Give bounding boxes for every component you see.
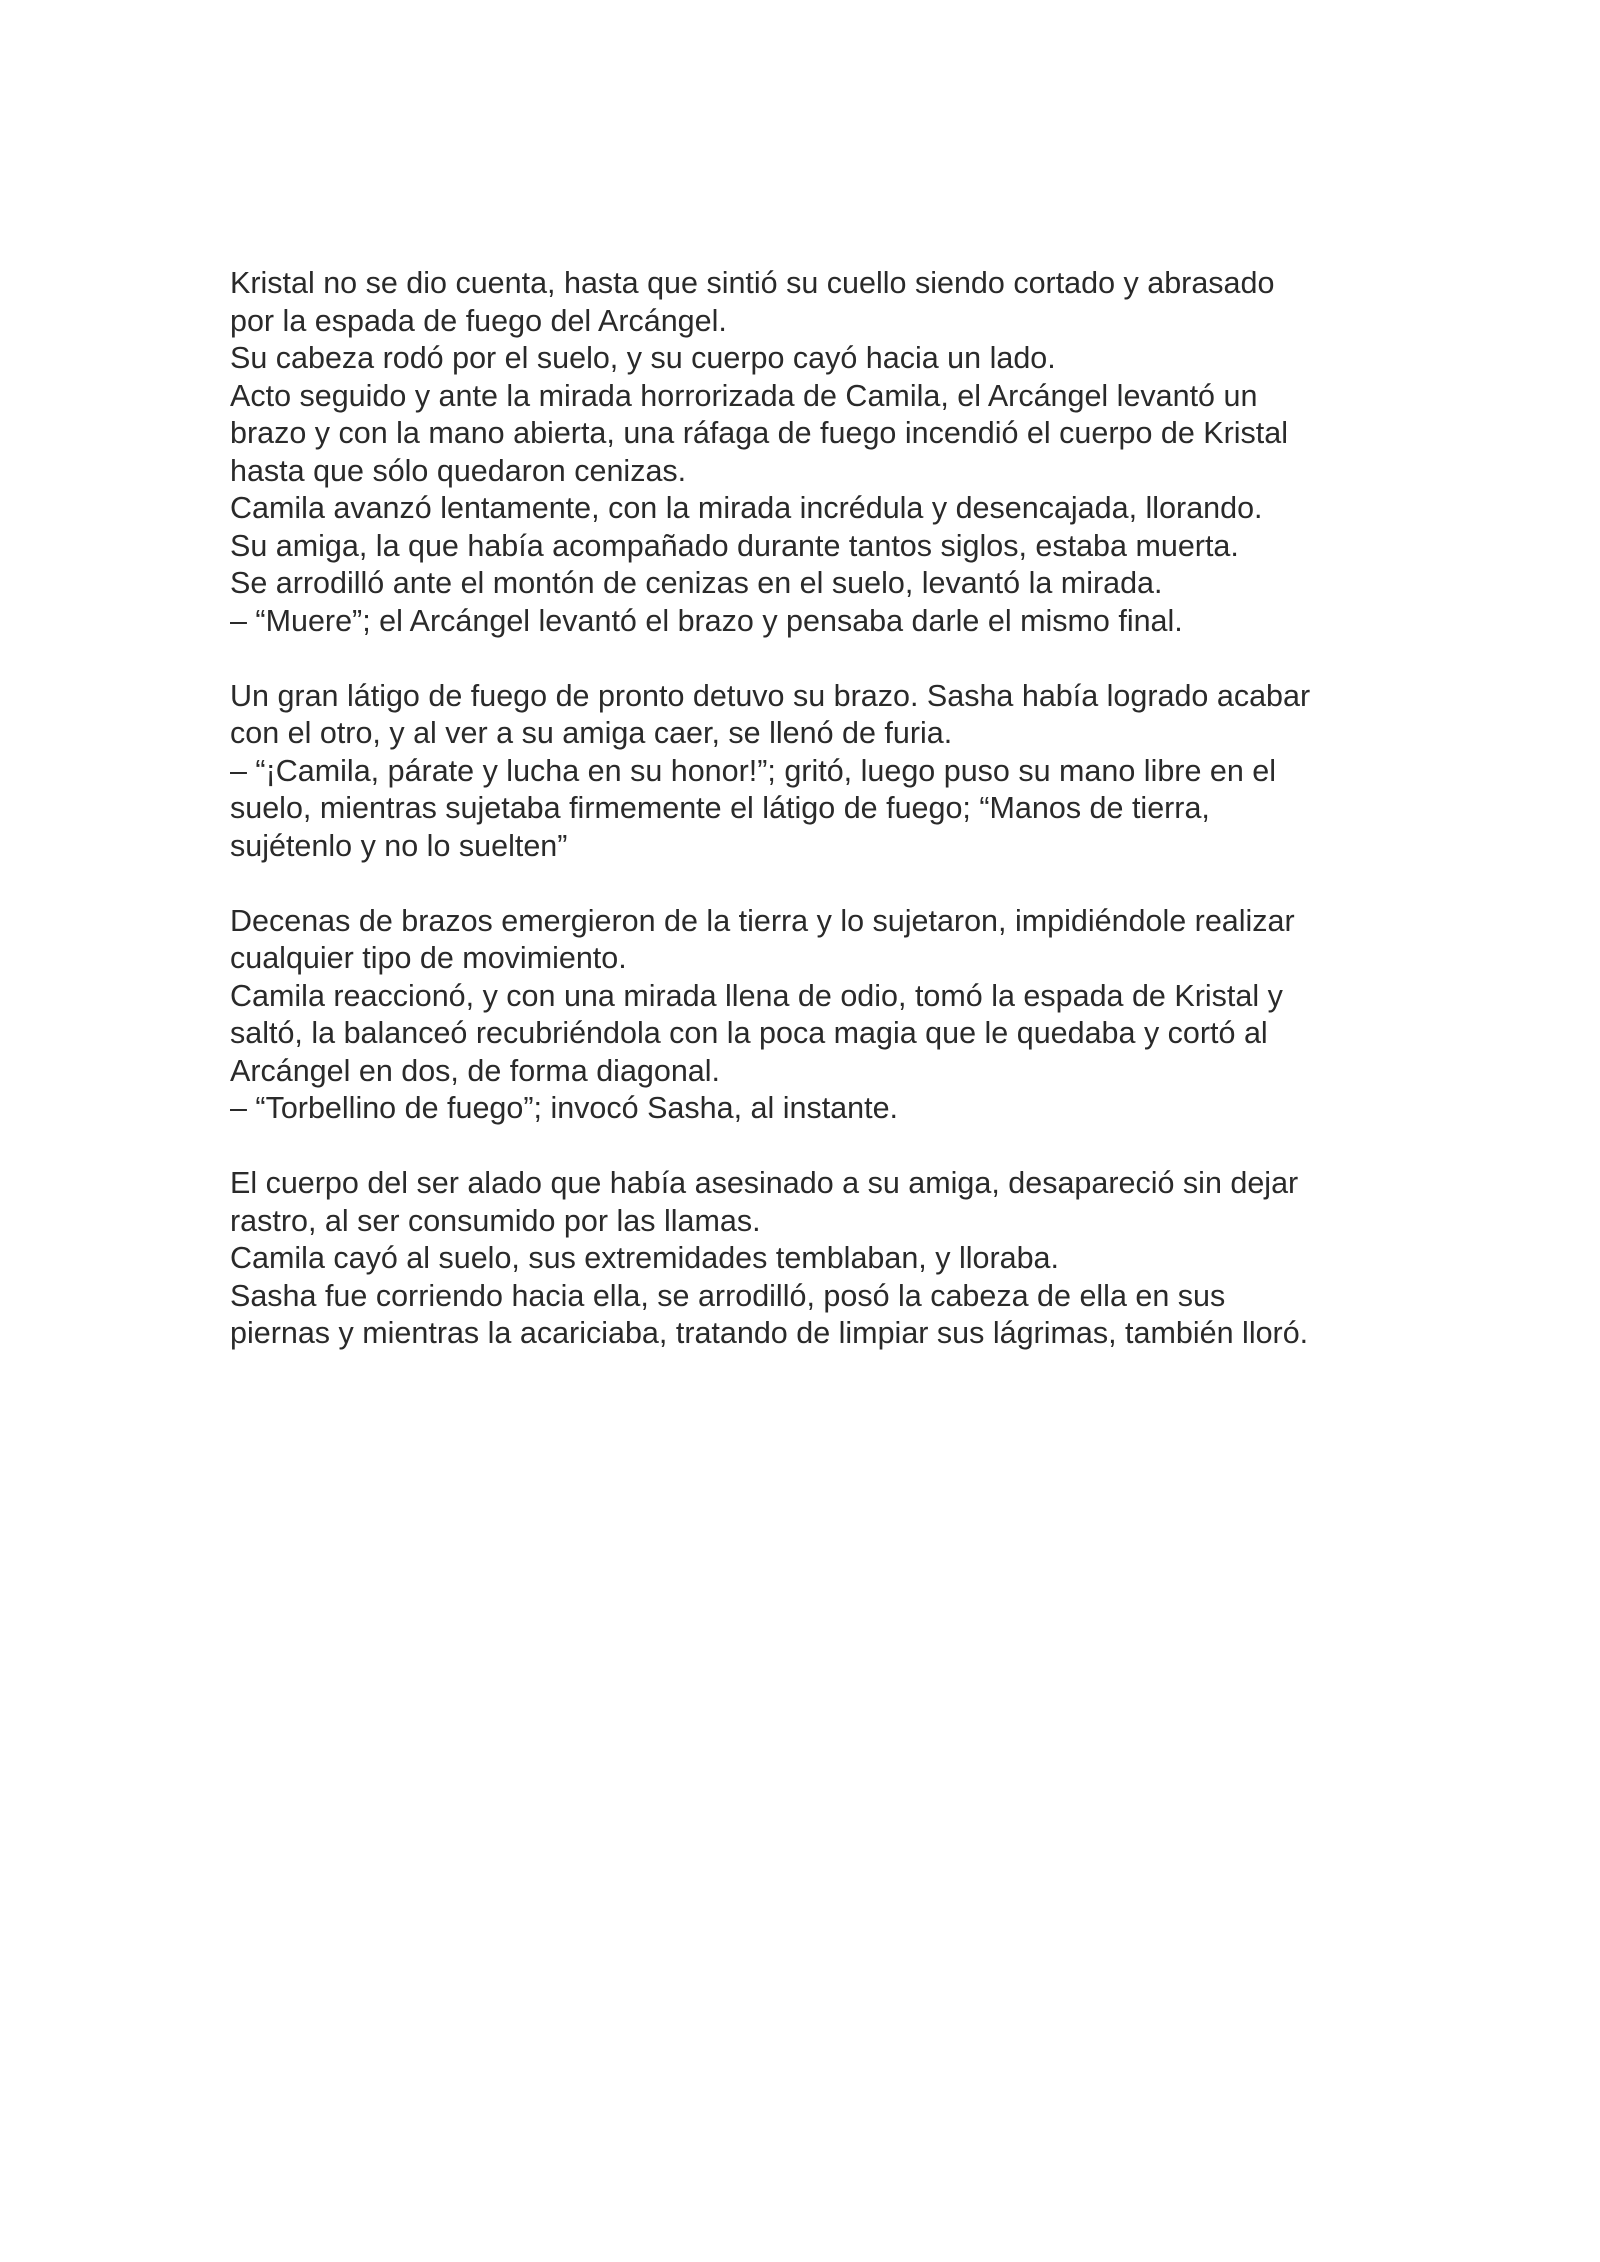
text-line: con el otro, y al ver a su amiga caer, se llenó de furia. [230, 716, 953, 750]
text-line: Un gran látigo de fuego de pronto detuvo su brazo. Sasha había logrado acabar [230, 678, 1311, 713]
text-line: rastro, al ser consumido por las llamas. [230, 1203, 761, 1238]
text-line: saltó, la balanceó recubriéndola con la poca magia que le quedaba y cortó al [230, 1016, 1268, 1050]
text-line: Acto seguido y ante la mirada horrorizada de Camila, el Arcángel levantó un [230, 378, 1258, 413]
text-line: por la espada de fuego del Arcángel. [230, 303, 727, 338]
text-line: Camila reaccionó, y con una mirada llena de odio, tomó la espada de Kristal y [230, 978, 1283, 1013]
text-line: – “Muere”; el Arcángel levantó el brazo y pensaba darle el mismo final. [230, 603, 1183, 638]
text-line: sujétenlo y no lo suelten” [230, 828, 568, 863]
text-line: Su cabeza rodó por el suelo, y su cuerpo cayó hacia un lado. [230, 341, 1056, 375]
text-line: El cuerpo del ser alado que había asesinado a su amiga, desapareció sin dejar [230, 1166, 1299, 1200]
text-line: – “¡Camila, párate y lucha en su honor!”; gritó, luego puso su mano libre en el [230, 753, 1277, 788]
text-line: Se arrodilló ante el montón de cenizas en el suelo, levantó la mirada. [230, 566, 1163, 600]
text-line: Arcángel en dos, de forma diagonal. [230, 1053, 721, 1088]
paragraph-2 [230, 678, 1410, 866]
paragraph-4 [230, 1165, 1410, 1353]
text-line: Sasha fue corriendo hacia ella, se arrodilló, posó la cabeza de ella en sus [230, 1278, 1226, 1313]
text-line: Camila avanzó lentamente, con la mirada incrédula y desencajada, llorando. [230, 491, 1263, 525]
text-line: piernas y mientras la acariciaba, tratando de limpiar sus lágrimas, también lloró. [230, 1316, 1309, 1350]
text-line: – “Torbellino de fuego”; invocó Sasha, al instante. [230, 1091, 899, 1125]
body-text [230, 265, 1410, 1353]
text-line: Su amiga, la que había acompañado durante tantos siglos, estaba muerta. [230, 528, 1239, 563]
text-line: Kristal no se dio cuenta, hasta que sintió su cuello siendo cortado y abrasado [230, 266, 1275, 300]
text-line: hasta que sólo quedaron cenizas. [230, 453, 687, 488]
paragraph-1 [230, 265, 1410, 640]
text-line: Camila cayó al suelo, sus extremidades temblaban, y lloraba. [230, 1241, 1059, 1275]
text-line: cualquier tipo de movimiento. [230, 941, 627, 975]
text-line: suelo, mientras sujetaba firmemente el látigo de fuego; “Manos de tierra, [230, 791, 1210, 825]
text-line: brazo y con la mano abierta, una ráfaga de fuego incendió el cuerpo de Kristal [230, 416, 1289, 450]
text-line: Decenas de brazos emergieron de la tierra y lo sujetaron, impidiéndole realizar [230, 903, 1295, 938]
paragraph-3 [230, 903, 1410, 1128]
